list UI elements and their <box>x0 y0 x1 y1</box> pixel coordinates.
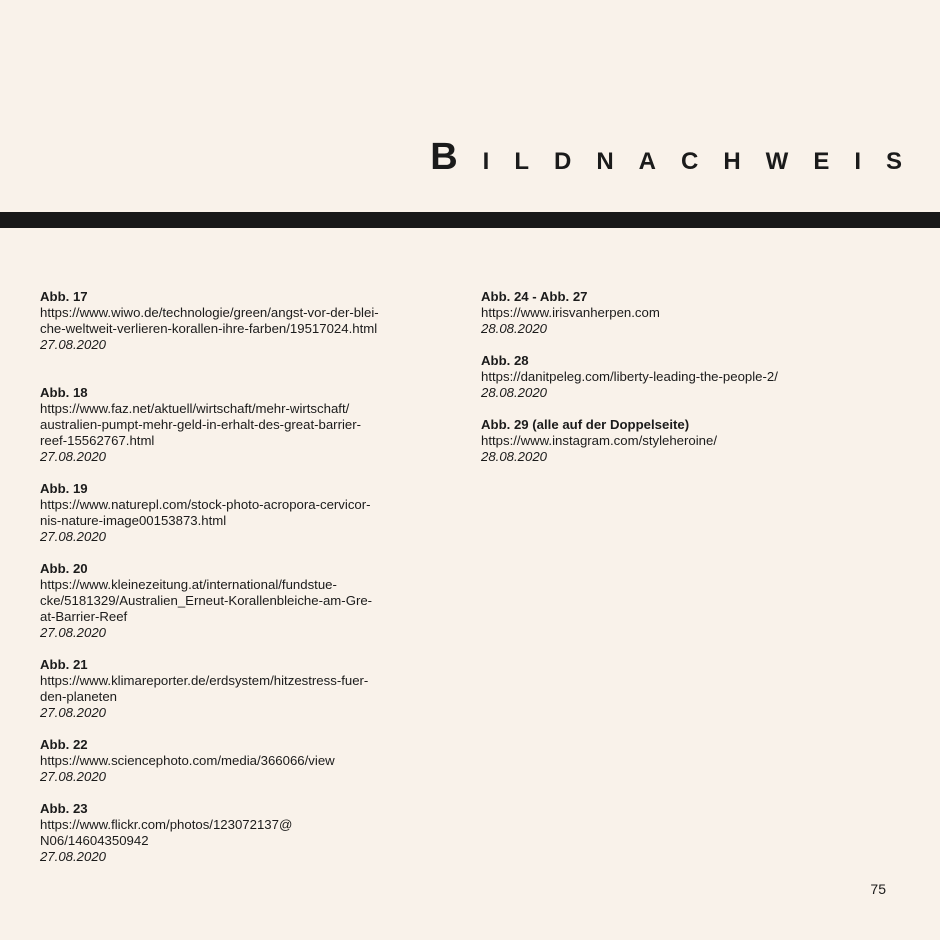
credit-label: Abb. 18 <box>40 385 88 400</box>
credit-url-line: https://www.naturepl.com/stock-photo-acropora-cervicor- <box>40 497 371 512</box>
credit-entry <box>40 385 465 465</box>
credit-entry <box>40 801 465 865</box>
credit-label: Abb. 17 <box>40 289 88 304</box>
credit-label: Abb. 28 <box>481 353 529 368</box>
credit-entry <box>40 737 465 785</box>
credit-date: 27.08.2020 <box>40 625 107 640</box>
credit-label: Abb. 19 <box>40 481 88 496</box>
credit-entry <box>40 481 465 545</box>
credit-entry <box>40 657 465 721</box>
credit-url-line: at-Barrier-Reef <box>40 609 128 624</box>
credit-date: 27.08.2020 <box>40 337 107 352</box>
credit-url-line: https://www.klimareporter.de/erdsystem/hitzestress-fuer- <box>40 673 369 688</box>
credit-date: 28.08.2020 <box>481 449 548 464</box>
credit-url-line: https://www.sciencephoto.com/media/366066/view <box>40 753 335 768</box>
credit-url-line: https://www.flickr.com/photos/123072137@ <box>40 817 293 832</box>
credit-url-line: https://www.irisvanherpen.com <box>481 305 660 320</box>
credit-url-line: N06/14604350942 <box>40 833 149 848</box>
credit-entry <box>481 289 921 337</box>
credit-date: 27.08.2020 <box>40 849 107 864</box>
credit-entry <box>40 289 465 353</box>
credit-url-line: cke/5181329/Australien_Erneut-Korallenbleiche-am-Gre- <box>40 593 373 608</box>
credit-label: Abb. 22 <box>40 737 88 752</box>
page-title-rest: ILDNACHWEIS <box>482 148 927 175</box>
credit-url-line: australien-pumpt-mehr-geld-in-erhalt-des-great-barrier- <box>40 417 362 432</box>
page-number: 75 <box>870 881 886 897</box>
credit-label: Abb. 24 - Abb. 27 <box>481 289 588 304</box>
credit-label: Abb. 21 <box>40 657 88 672</box>
credit-url-line: https://www.instagram.com/styleheroine/ <box>481 433 718 448</box>
left-column <box>40 289 465 865</box>
credit-label: Abb. 23 <box>40 801 88 816</box>
credit-url-line: che-weltweit-verlieren-korallen-ihre-farben/19517024.html <box>40 321 378 336</box>
credit-label: Abb. 20 <box>40 561 88 576</box>
credit-url-line: nis-nature-image00153873.html <box>40 513 227 528</box>
page-title <box>430 138 927 176</box>
credit-date: 27.08.2020 <box>40 529 107 544</box>
credit-entry <box>40 561 465 641</box>
credit-date: 27.08.2020 <box>40 769 107 784</box>
credit-url-line: den-planeten <box>40 689 117 704</box>
credit-date: 28.08.2020 <box>481 321 548 336</box>
credit-date: 27.08.2020 <box>40 449 107 464</box>
credit-url-line: reef-15562767.html <box>40 433 155 448</box>
credit-url-line: https://danitpeleg.com/liberty-leading-the-people-2/ <box>481 369 778 384</box>
page-title-initial: B <box>430 136 483 178</box>
credit-label: Abb. 29 (alle auf der Doppelseite) <box>481 417 690 432</box>
credit-url-line: https://www.faz.net/aktuell/wirtschaft/mehr-wirtschaft/ <box>40 401 350 416</box>
credit-url-line: https://www.wiwo.de/technologie/green/angst-vor-der-blei- <box>40 305 379 320</box>
credit-url-line: https://www.kleinezeitung.at/international/fundstue- <box>40 577 337 592</box>
right-column <box>481 289 921 465</box>
credit-date: 27.08.2020 <box>40 705 107 720</box>
credit-date: 28.08.2020 <box>481 385 548 400</box>
credit-entry <box>481 417 921 465</box>
credit-entry <box>481 353 921 401</box>
header-rule <box>0 212 940 228</box>
